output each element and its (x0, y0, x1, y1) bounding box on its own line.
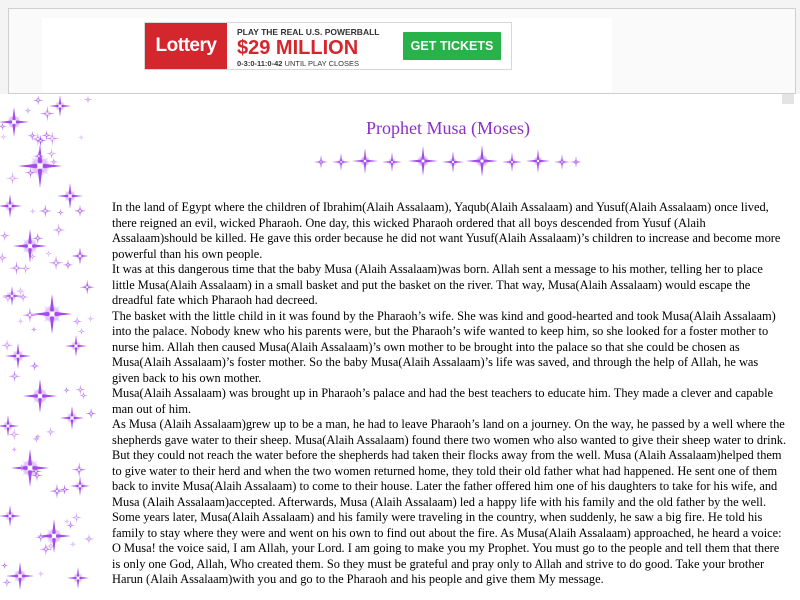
ad-countdown-line (237, 60, 395, 68)
story-content (112, 200, 788, 588)
page-title: Prophet Musa (Moses) (366, 118, 530, 138)
ad-scroll-indicator (782, 94, 794, 104)
ad-jackpot-amount: $29 MILLION (237, 36, 359, 59)
story-paragraph: The basket with the little child in it was found by the Pharaoh’s wife. She was kind and good-hearted and took Musa(Alaih Assalaam) into the palace. Nobody knew who his parents were, but the Pharaoh’s wife wanted to keep him, so she looked for a foster mother to nurse him. Allah then caused Musa(Alaih Assalaam)’s own mother to be brought into the palace so that she could be chosen as Musa(Alaih Assalaam)’s foster mother. So the baby Musa(Alaih Assalaam)’s life was saved, and through the help of Allah, he was given back to his own mother. (112, 308, 776, 385)
star-border (0, 96, 96, 600)
ad-countdown-suffix: UNTIL PLAY CLOSES (284, 58, 360, 68)
ad-countdown: 0-3:0-11:0-42 (237, 58, 283, 68)
ad-bar (0, 0, 800, 94)
get-tickets-button[interactable]: GET TICKETS (403, 32, 501, 60)
lottery-ad-banner[interactable] (144, 22, 512, 70)
ad-brand: Lottery (155, 35, 217, 56)
title-star-divider (310, 142, 586, 182)
story-paragraph: As Musa (Alaih Assalaam)grew up to be a man, he had to leave Pharaoh’s land on a journey. On the way, he passed by a well where the shepherds gave water to their sheep. Musa(Alaih Assalaam) found there two women who also wanted to give their sheep water to drink. But they could not reach the water before the shepherds had taken their flocks away from the well. Musa (Alaih Assalaam)helped them to give water to their herd and when the two women returned home, they told their old father what had happened. He sent one of them back to invite Musa(Alaih Assalaam) to come to their house. Later the father offered him one of his daughters to take for his wife, and Musa (Alaih Assalaam)accepted. Afterwards, Musa (Alaih Assalaam) led a happy life with his family and the old father by the well. (112, 417, 787, 509)
lottery-logo (145, 23, 227, 69)
story-paragraph: Some years later, Musa(Alaih Assalaam) and his family were traveling in the country, when suddenly, he saw a big fire. He told his family to stay where they were and went on his own to find out about the fire. As Musa(Alaih Assalaam) approached, he heard a voice: O Musa! the voice said, I am Allah, your Lord. I am going to make you my Prophet. You must go to the people and tell them that there is only one God, Allah, Who created them. So they must be grateful and pray only to Allah and strive to do good. Take your brother Harun (Alaih Assalaam)with you and go to the Pharaoh and his people and give them My message. (112, 510, 782, 586)
story-paragraph: In the land of Egypt where the children of Ibrahim(Alaih Assalaam), Yaqub(Alaih Assalaam) and Yusuf(Alaih Assalaam) once lived, there reigned an evil, wicked Pharaoh. One day, this wicked Pharaoh ordered that all boys descended from Yusuf (Alaih Assalaam)should be killed. He gave this order because he did not want Yusuf(Alaih Assalaam)’s children to increase and become more powerful than his own people. (112, 200, 781, 261)
story-paragraph: Musa(Alaih Assalaam) was brought up in Pharaoh’s palace and had the best teachers to educate him. They made a clever and capable man out of him. (112, 386, 774, 416)
star-border-graphic (0, 96, 96, 600)
ad-headline: PLAY THE REAL U.S. POWERBALL (237, 27, 380, 37)
story-paragraph: It was at this dangerous time that the baby Musa (Alaih Assalaam)was born. Allah sent a message to his mother, telling her to place little Musa(Alaih Assalaam) in a small basket and put the basket on the river. That way, Musa(Alaih Assalaam) would escape the dreadful fate which Pharaoh had decreed. (112, 262, 763, 307)
ad-text-block (227, 23, 403, 69)
